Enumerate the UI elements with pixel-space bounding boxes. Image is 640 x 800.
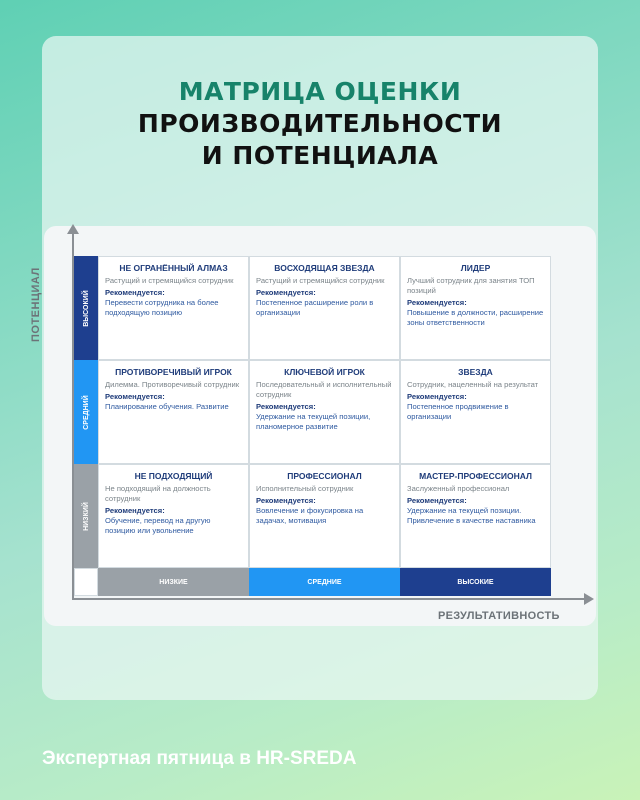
cell-recommendation: Перевести сотрудника на более подходящую позицию bbox=[105, 298, 219, 317]
matrix-cell-high-potential-high-performance bbox=[400, 256, 551, 360]
y-axis-arrow-icon bbox=[67, 224, 79, 234]
cell-recommendation-label: Рекомендуется: bbox=[407, 392, 467, 401]
matrix-cell-mid-potential-low-performance bbox=[98, 360, 249, 464]
cell-title: ВОСХОДЯЩАЯ ЗВЕЗДА bbox=[274, 263, 375, 273]
cell-recommendation-label: Рекомендуется: bbox=[105, 506, 165, 515]
column-label-low: НИЗКИЕ bbox=[98, 568, 249, 596]
cell-title: НЕ ПОДХОДЯЩИЙ bbox=[134, 471, 213, 481]
column-label-mid: СРЕДНИЕ bbox=[249, 568, 400, 596]
cell-description: Заслуженный профессионал bbox=[407, 484, 510, 493]
cell-recommendation-label: Рекомендуется: bbox=[256, 496, 316, 505]
cell-title: ПРОТИВОРЕЧИВЫЙ ИГРОК bbox=[115, 367, 232, 377]
cell-recommendation-label: Рекомендуется: bbox=[105, 288, 165, 297]
matrix-cell-mid-potential-mid-performance bbox=[249, 360, 400, 464]
title-line-1: МАТРИЦА ОЦЕНКИ bbox=[178, 77, 462, 106]
cell-description: Сотрудник, нацеленный на результат bbox=[407, 380, 539, 389]
cell-recommendation: Вовлечение и фокусировка на задачах, мотивация bbox=[256, 506, 364, 525]
footer-caption: Экспертная пятница в HR-SREDA bbox=[42, 748, 357, 769]
row-label-low bbox=[74, 464, 98, 568]
x-axis-label: РЕЗУЛЬТАТИВНОСТЬ bbox=[438, 610, 560, 622]
x-axis-line bbox=[72, 598, 584, 600]
matrix-cell-high-potential-mid-performance bbox=[249, 256, 400, 360]
cell-recommendation: Удержание на текущей позиции, планомерное развитие bbox=[256, 412, 371, 431]
cell-description: Дилемма. Противоречивый сотрудник bbox=[105, 380, 240, 389]
performance-potential-matrix bbox=[74, 256, 552, 598]
cell-recommendation: Постепенное расширение роли в организации bbox=[256, 298, 374, 317]
cell-description: Не подходящий на должность сотрудник bbox=[105, 484, 211, 503]
matrix-cell-low-potential-low-performance bbox=[98, 464, 249, 568]
row-label-high bbox=[74, 256, 98, 360]
row-label-mid bbox=[74, 360, 98, 464]
row-label-text: НИЗКИЙ bbox=[82, 501, 90, 531]
cell-recommendation-label: Рекомендуется: bbox=[105, 392, 165, 401]
cell-recommendation-label: Рекомендуется: bbox=[256, 288, 316, 297]
y-axis-label: ПОТЕНЦИАЛ bbox=[30, 267, 42, 342]
column-label-high: ВЫСОКИЕ bbox=[400, 568, 551, 596]
cell-title: ЛИДЕР bbox=[460, 263, 491, 273]
cell-recommendation: Обучение, перевод на другую позицию или увольнение bbox=[105, 516, 211, 535]
page-title bbox=[0, 76, 640, 172]
row-label-text: ВЫСОКИЙ bbox=[82, 289, 90, 327]
cell-recommendation-label: Рекомендуется: bbox=[407, 496, 467, 505]
cell-title: КЛЮЧЕВОЙ ИГРОК bbox=[284, 367, 365, 377]
cell-description: Растущий и стремящийся сотрудник bbox=[105, 276, 234, 285]
cell-description: Лучший сотрудник для занятия ТОП позиций bbox=[407, 276, 535, 295]
cell-description: Последовательный и исполнительный сотрудник bbox=[256, 380, 392, 399]
cell-recommendation: Повышение в должности, расширение зоны ответственности bbox=[407, 308, 544, 327]
cell-recommendation-label: Рекомендуется: bbox=[407, 298, 467, 307]
matrix-cell-low-potential-mid-performance bbox=[249, 464, 400, 568]
cell-description: Исполнительный сотрудник bbox=[256, 484, 354, 493]
matrix-cell-mid-potential-high-performance bbox=[400, 360, 551, 464]
cell-title: ПРОФЕССИОНАЛ bbox=[287, 471, 362, 481]
title-line-3: И ПОТЕНЦИАЛА bbox=[201, 141, 439, 170]
cell-recommendation: Планирование обучения. Развитие bbox=[105, 402, 229, 411]
matrix-cell-low-potential-high-performance bbox=[400, 464, 551, 568]
matrix-cell-high-potential-low-performance bbox=[98, 256, 249, 360]
cell-description: Растущий и стремящийся сотрудник bbox=[256, 276, 385, 285]
title-line-2: ПРОИЗВОДИТЕЛЬНОСТИ bbox=[137, 109, 503, 138]
cell-recommendation: Удержание на текущей позиции. Привлечение в качестве наставника bbox=[407, 506, 536, 525]
cell-title: МАСТЕР-ПРОФЕССИОНАЛ bbox=[419, 471, 532, 481]
x-axis-arrow-icon bbox=[584, 593, 594, 605]
cell-title: НЕ ОГРАНЁННЫЙ АЛМАЗ bbox=[119, 263, 228, 273]
corner-blank-cell bbox=[74, 568, 98, 596]
cell-recommendation-label: Рекомендуется: bbox=[256, 402, 316, 411]
cell-title: ЗВЕЗДА bbox=[458, 367, 493, 377]
row-label-text: СРЕДНИЙ bbox=[82, 394, 90, 430]
cell-recommendation: Постепенное продвижение в организации bbox=[407, 402, 509, 421]
